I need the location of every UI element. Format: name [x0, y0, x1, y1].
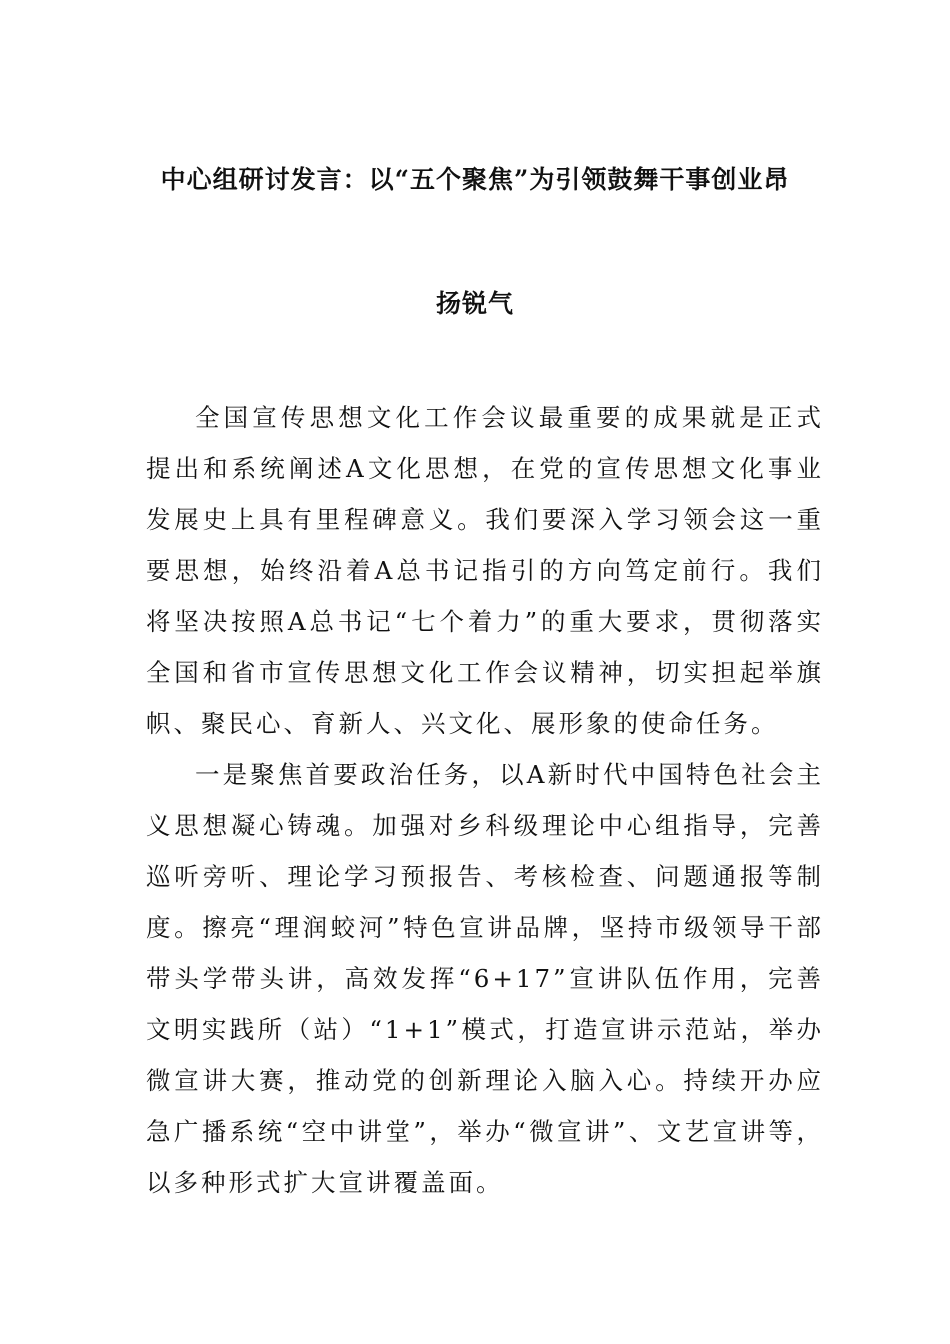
document-title-line-2: 扬锐气 — [435, 289, 514, 318]
body-paragraph-2: 一是聚焦首要政治任务，以A新时代中国特色社会主义思想凝心铸魂。加强对乡科级理论中心组指导，完善巡听旁听、理论学习预报告、考核检查、问题通报等制度。擦亮“理润蛟河”特色宣讲品牌，坚持市级领导干部带头学带头讲，高效发挥“6+17”宣讲队伍作用，完善文明实践所（站）“1+1”模式，打造宣讲示范站，举办微宣讲大赛，推动党的创新理论入脑入心。持续开办应急广播系统“空中讲堂”，举办“微宣讲”、文艺宣讲等，以多种形式扩大宣讲覆盖面。 — [146, 760, 824, 1197]
body-paragraph-1: 全国宣传思想文化工作会议最重要的成果就是正式提出和系统阐述A文化思想，在党的宣传思想文化事业发展史上具有里程碑意义。我们要深入学习领会这一重要思想，始终沿着A总书记指引的方向笃定前行。我们将坚决按照A总书记“七个着力”的重大要求，贯彻落实全国和省市宣传思想文化工作会议精神，切实担起举旗帜、聚民心、育新人、兴文化、展形象的使命任务。 — [146, 403, 824, 738]
document-title-line-1: 中心组研讨发言：以“五个聚焦”为引领鼓舞干事创业昂 — [160, 165, 790, 194]
document-body — [146, 392, 824, 1208]
